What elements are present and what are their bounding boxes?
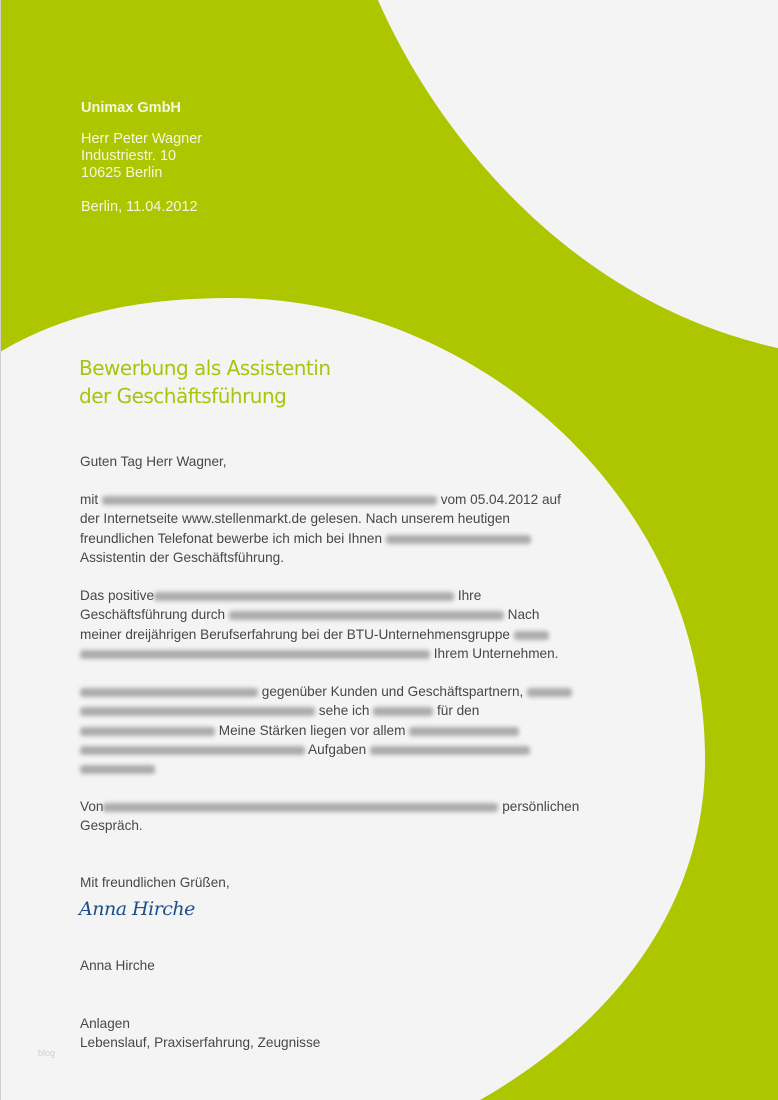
recipient-name: Herr Peter Wagner	[81, 131, 203, 147]
redacted-text	[386, 535, 531, 544]
redacted-text	[229, 611, 504, 620]
text: persönlichen	[502, 799, 580, 814]
redacted-text	[80, 688, 258, 697]
text: meiner dreijährigen Berufserfahrung bei der BTU-Unternehmensgruppe	[80, 626, 510, 642]
salutation: Guten Tag Herr Wagner,	[80, 454, 227, 469]
redacted-text	[102, 496, 437, 505]
text: für den	[436, 703, 480, 719]
text: Von	[80, 799, 104, 814]
page-edge	[0, 0, 1, 1100]
attachments-list: Lebenslauf, Praxiserfahrung, Zeugnisse	[80, 1035, 321, 1050]
sender-name: Anna Hirche	[80, 958, 155, 973]
text: freundlichen Telefonat bewerbe ich mich bei Ihnen	[80, 530, 383, 546]
text: Das positive	[80, 588, 155, 603]
redacted-text	[80, 727, 215, 736]
paragraph-4	[80, 797, 579, 836]
text: vom 05.04.2012 auf	[440, 492, 561, 507]
letter-date: Berlin, 11.04.2012	[81, 199, 198, 215]
redacted-text	[514, 631, 549, 640]
text: sehe ich	[318, 703, 370, 719]
redacted-text	[80, 650, 430, 659]
text: Nach	[507, 607, 540, 623]
company-name: Unimax GmbH	[81, 100, 181, 116]
text: Aufgaben	[308, 741, 367, 757]
text: der Internetseite www.stellenmarkt.de gelesen. Nach unserem heutigen	[80, 511, 510, 527]
paragraph-1	[80, 490, 561, 567]
title-line-1: Bewerbung als Assistentin	[79, 356, 331, 380]
text: Gespräch.	[80, 818, 143, 834]
recipient-city: 10625 Berlin	[81, 165, 163, 181]
paragraph-3	[80, 682, 572, 778]
text: Meine Stärken liegen vor allem	[218, 722, 406, 738]
redacted-text	[527, 688, 572, 697]
text: mit	[80, 492, 99, 507]
title-line-2: der Geschäftsführung	[79, 384, 287, 408]
text: Geschäftsführung durch	[80, 607, 226, 623]
closing: Mit freundlichen Grüßen,	[80, 875, 230, 890]
watermark: blog	[38, 1048, 56, 1058]
text: Ihrem Unternehmen.	[433, 645, 559, 661]
attachments-label: Anlagen	[80, 1016, 130, 1031]
redacted-text	[154, 592, 454, 601]
recipient-street: Industriestr. 10	[81, 148, 177, 164]
paragraph-2	[80, 586, 558, 663]
redacted-text	[80, 765, 155, 774]
redacted-text	[80, 707, 315, 716]
redacted-text	[373, 707, 433, 716]
signature: Anna Hirche	[79, 898, 195, 920]
text: gegenüber Kunden und Geschäftspartnern,	[261, 684, 524, 699]
text: Assistentin der Geschäftsführung.	[80, 549, 285, 565]
redacted-text	[103, 803, 498, 812]
redacted-text	[370, 746, 530, 755]
letter-title	[79, 354, 331, 410]
text: Ihre	[457, 588, 482, 603]
redacted-text	[80, 746, 305, 755]
redacted-text	[409, 727, 519, 736]
